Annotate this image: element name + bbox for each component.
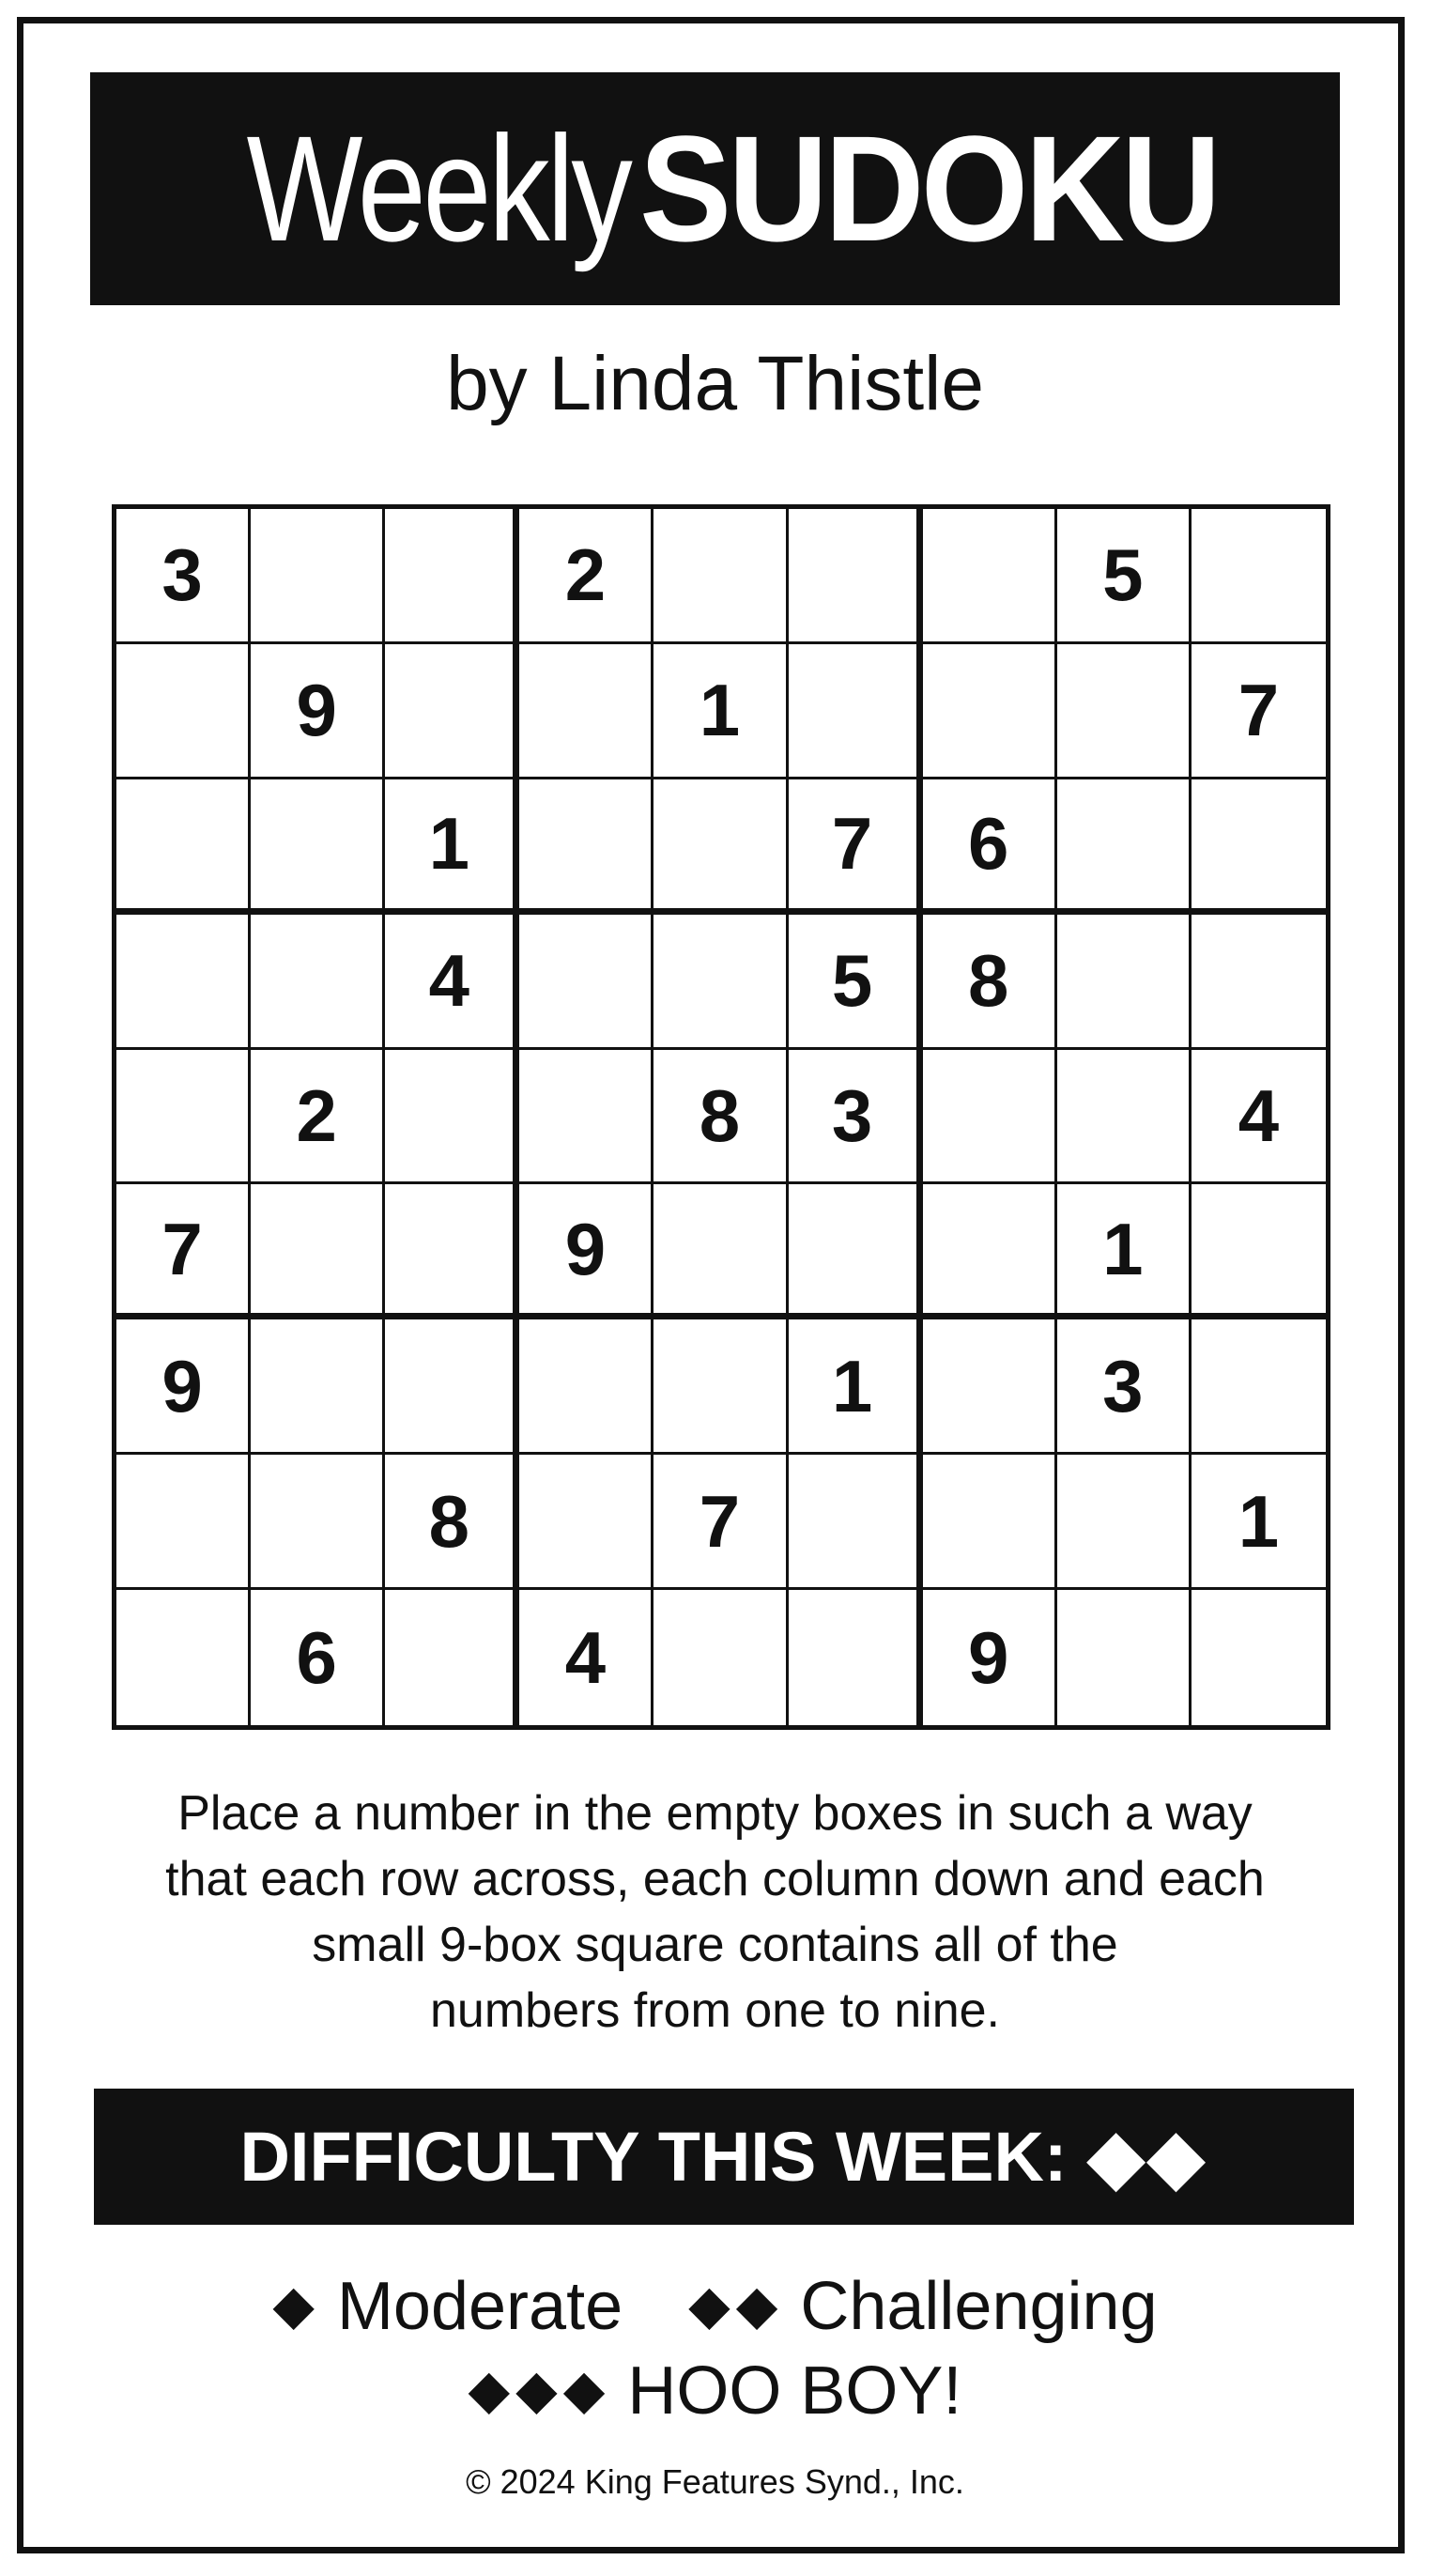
sudoku-cell-r3-c8	[1057, 779, 1192, 915]
diamond-icon: ◆◆◆	[468, 2359, 611, 2420]
sudoku-cell-r2-c2: 9	[251, 644, 385, 779]
sudoku-cell-r1-c9	[1192, 509, 1326, 644]
sudoku-cell-r2-c3	[385, 644, 519, 779]
sudoku-cell-r5-c1	[116, 1050, 251, 1185]
byline: by Linda Thistle	[446, 341, 984, 426]
sudoku-cell-r7-c5	[653, 1319, 788, 1455]
sudoku-cell-r3-c9	[1192, 779, 1326, 915]
sudoku-cell-r7-c1: 9	[116, 1319, 251, 1455]
sudoku-cell-r2-c8	[1057, 644, 1192, 779]
sudoku-cell-r1-c2	[251, 509, 385, 644]
diamond-icon: ◆◆	[688, 2275, 784, 2336]
sudoku-cell-r6-c4: 9	[519, 1184, 653, 1319]
sudoku-cell-r6-c9	[1192, 1184, 1326, 1319]
sudoku-cell-r6-c8: 1	[1057, 1184, 1192, 1319]
sudoku-cell-r4-c4	[519, 915, 653, 1050]
sudoku-cell-r3-c6: 7	[789, 779, 923, 915]
sudoku-cell-r1-c8: 5	[1057, 509, 1192, 644]
instructions-line: that each row across, each column down and each	[165, 1852, 1265, 1906]
sudoku-cell-r2-c4	[519, 644, 653, 779]
sudoku-cell-r7-c3	[385, 1319, 519, 1455]
sudoku-cell-r1-c3	[385, 509, 519, 644]
sudoku-cell-r6-c3	[385, 1184, 519, 1319]
sudoku-cell-r5-c3	[385, 1050, 519, 1185]
sudoku-cell-r8-c5: 7	[653, 1455, 788, 1590]
sudoku-cell-r8-c4	[519, 1455, 653, 1590]
sudoku-cell-r1-c7	[923, 509, 1057, 644]
sudoku-cell-r4-c6: 5	[789, 915, 923, 1050]
sudoku-cell-r7-c4	[519, 1319, 653, 1455]
title-sudoku: SUDOKU	[638, 104, 1218, 272]
sudoku-cell-r9-c1	[116, 1590, 251, 1725]
sudoku-cell-r5-c6: 3	[789, 1050, 923, 1185]
sudoku-cell-r4-c8	[1057, 915, 1192, 1050]
sudoku-cell-r2-c9: 7	[1192, 644, 1326, 779]
sudoku-cell-r8-c2	[251, 1455, 385, 1590]
sudoku-cell-r7-c6: 1	[789, 1319, 923, 1455]
sudoku-cell-r5-c9: 4	[1192, 1050, 1326, 1185]
sudoku-cell-r1-c6	[789, 509, 923, 644]
sudoku-cell-r4-c7: 8	[923, 915, 1057, 1050]
sudoku-cell-r7-c8: 3	[1057, 1319, 1192, 1455]
sudoku-cell-r9-c9	[1192, 1590, 1326, 1725]
sudoku-cell-r6-c5	[653, 1184, 788, 1319]
sudoku-cell-r9-c4: 4	[519, 1590, 653, 1725]
instructions	[56, 1781, 1374, 2044]
sudoku-cell-r2-c1	[116, 644, 251, 779]
legend-challenging: Challenging	[800, 2269, 1158, 2344]
sudoku-cell-r5-c8	[1057, 1050, 1192, 1185]
sudoku-cell-r3-c2	[251, 779, 385, 915]
diamond-icon: ◆	[272, 2275, 320, 2336]
sudoku-cell-r5-c4	[519, 1050, 653, 1185]
title-banner	[90, 72, 1340, 305]
sudoku-cell-r9-c3	[385, 1590, 519, 1725]
sudoku-cell-r4-c1	[116, 915, 251, 1050]
instructions-line: small 9-box square contains all of the	[312, 1918, 1118, 1972]
sudoku-cell-r1-c4: 2	[519, 509, 653, 644]
sudoku-cell-r3-c1	[116, 779, 251, 915]
sudoku-cell-r3-c5	[653, 779, 788, 915]
sudoku-cell-r9-c6	[789, 1590, 923, 1725]
sudoku-cell-r8-c8	[1057, 1455, 1192, 1590]
legend-hooboy: HOO BOY!	[627, 2353, 962, 2429]
instructions-line: Place a number in the empty boxes in such a way	[177, 1786, 1253, 1841]
sudoku-cell-r8-c3: 8	[385, 1455, 519, 1590]
sudoku-cell-r7-c9	[1192, 1319, 1326, 1455]
sudoku-cell-r6-c1: 7	[116, 1184, 251, 1319]
sudoku-cell-r3-c4	[519, 779, 653, 915]
sudoku-cell-r6-c7	[923, 1184, 1057, 1319]
instructions-line: numbers from one to nine.	[430, 1983, 1000, 2038]
sudoku-cell-r2-c7	[923, 644, 1057, 779]
sudoku-cell-r2-c6	[789, 644, 923, 779]
sudoku-grid	[112, 504, 1330, 1730]
sudoku-cell-r7-c7	[923, 1319, 1057, 1455]
sudoku-cell-r4-c2	[251, 915, 385, 1050]
difficulty-banner	[94, 2089, 1354, 2225]
sudoku-cell-r4-c9	[1192, 915, 1326, 1050]
sudoku-cell-r8-c6	[789, 1455, 923, 1590]
sudoku-cell-r5-c2: 2	[251, 1050, 385, 1185]
sudoku-cell-r1-c1: 3	[116, 509, 251, 644]
copyright: © 2024 King Features Synd., Inc.	[466, 2462, 964, 2501]
sudoku-cell-r9-c2: 6	[251, 1590, 385, 1725]
sudoku-cell-r9-c7: 9	[923, 1590, 1057, 1725]
sudoku-cell-r4-c3: 4	[385, 915, 519, 1050]
sudoku-cell-r8-c9: 1	[1192, 1455, 1326, 1590]
difficulty-legend-hooboy	[0, 2353, 1430, 2429]
title-weekly: Weekly	[246, 104, 630, 272]
sudoku-cell-r8-c7	[923, 1455, 1057, 1590]
sudoku-cell-r6-c2	[251, 1184, 385, 1319]
difficulty-diamonds-icon: ◆◆	[1087, 2115, 1208, 2198]
sudoku-cell-r4-c5	[653, 915, 788, 1050]
sudoku-cell-r2-c5: 1	[653, 644, 788, 779]
sudoku-cell-r9-c5	[653, 1590, 788, 1725]
legend-moderate: Moderate	[336, 2269, 623, 2344]
difficulty-legend	[0, 2269, 1430, 2344]
sudoku-cell-r1-c5	[653, 509, 788, 644]
sudoku-cell-r5-c5: 8	[653, 1050, 788, 1185]
sudoku-cell-r3-c3: 1	[385, 779, 519, 915]
sudoku-cell-r7-c2	[251, 1319, 385, 1455]
sudoku-cell-r8-c1	[116, 1455, 251, 1590]
sudoku-cell-r6-c6	[789, 1184, 923, 1319]
sudoku-cell-r5-c7	[923, 1050, 1057, 1185]
sudoku-cell-r9-c8	[1057, 1590, 1192, 1725]
sudoku-cell-r3-c7: 6	[923, 779, 1057, 915]
difficulty-label: DIFFICULTY THIS WEEK:	[239, 2118, 1068, 2196]
